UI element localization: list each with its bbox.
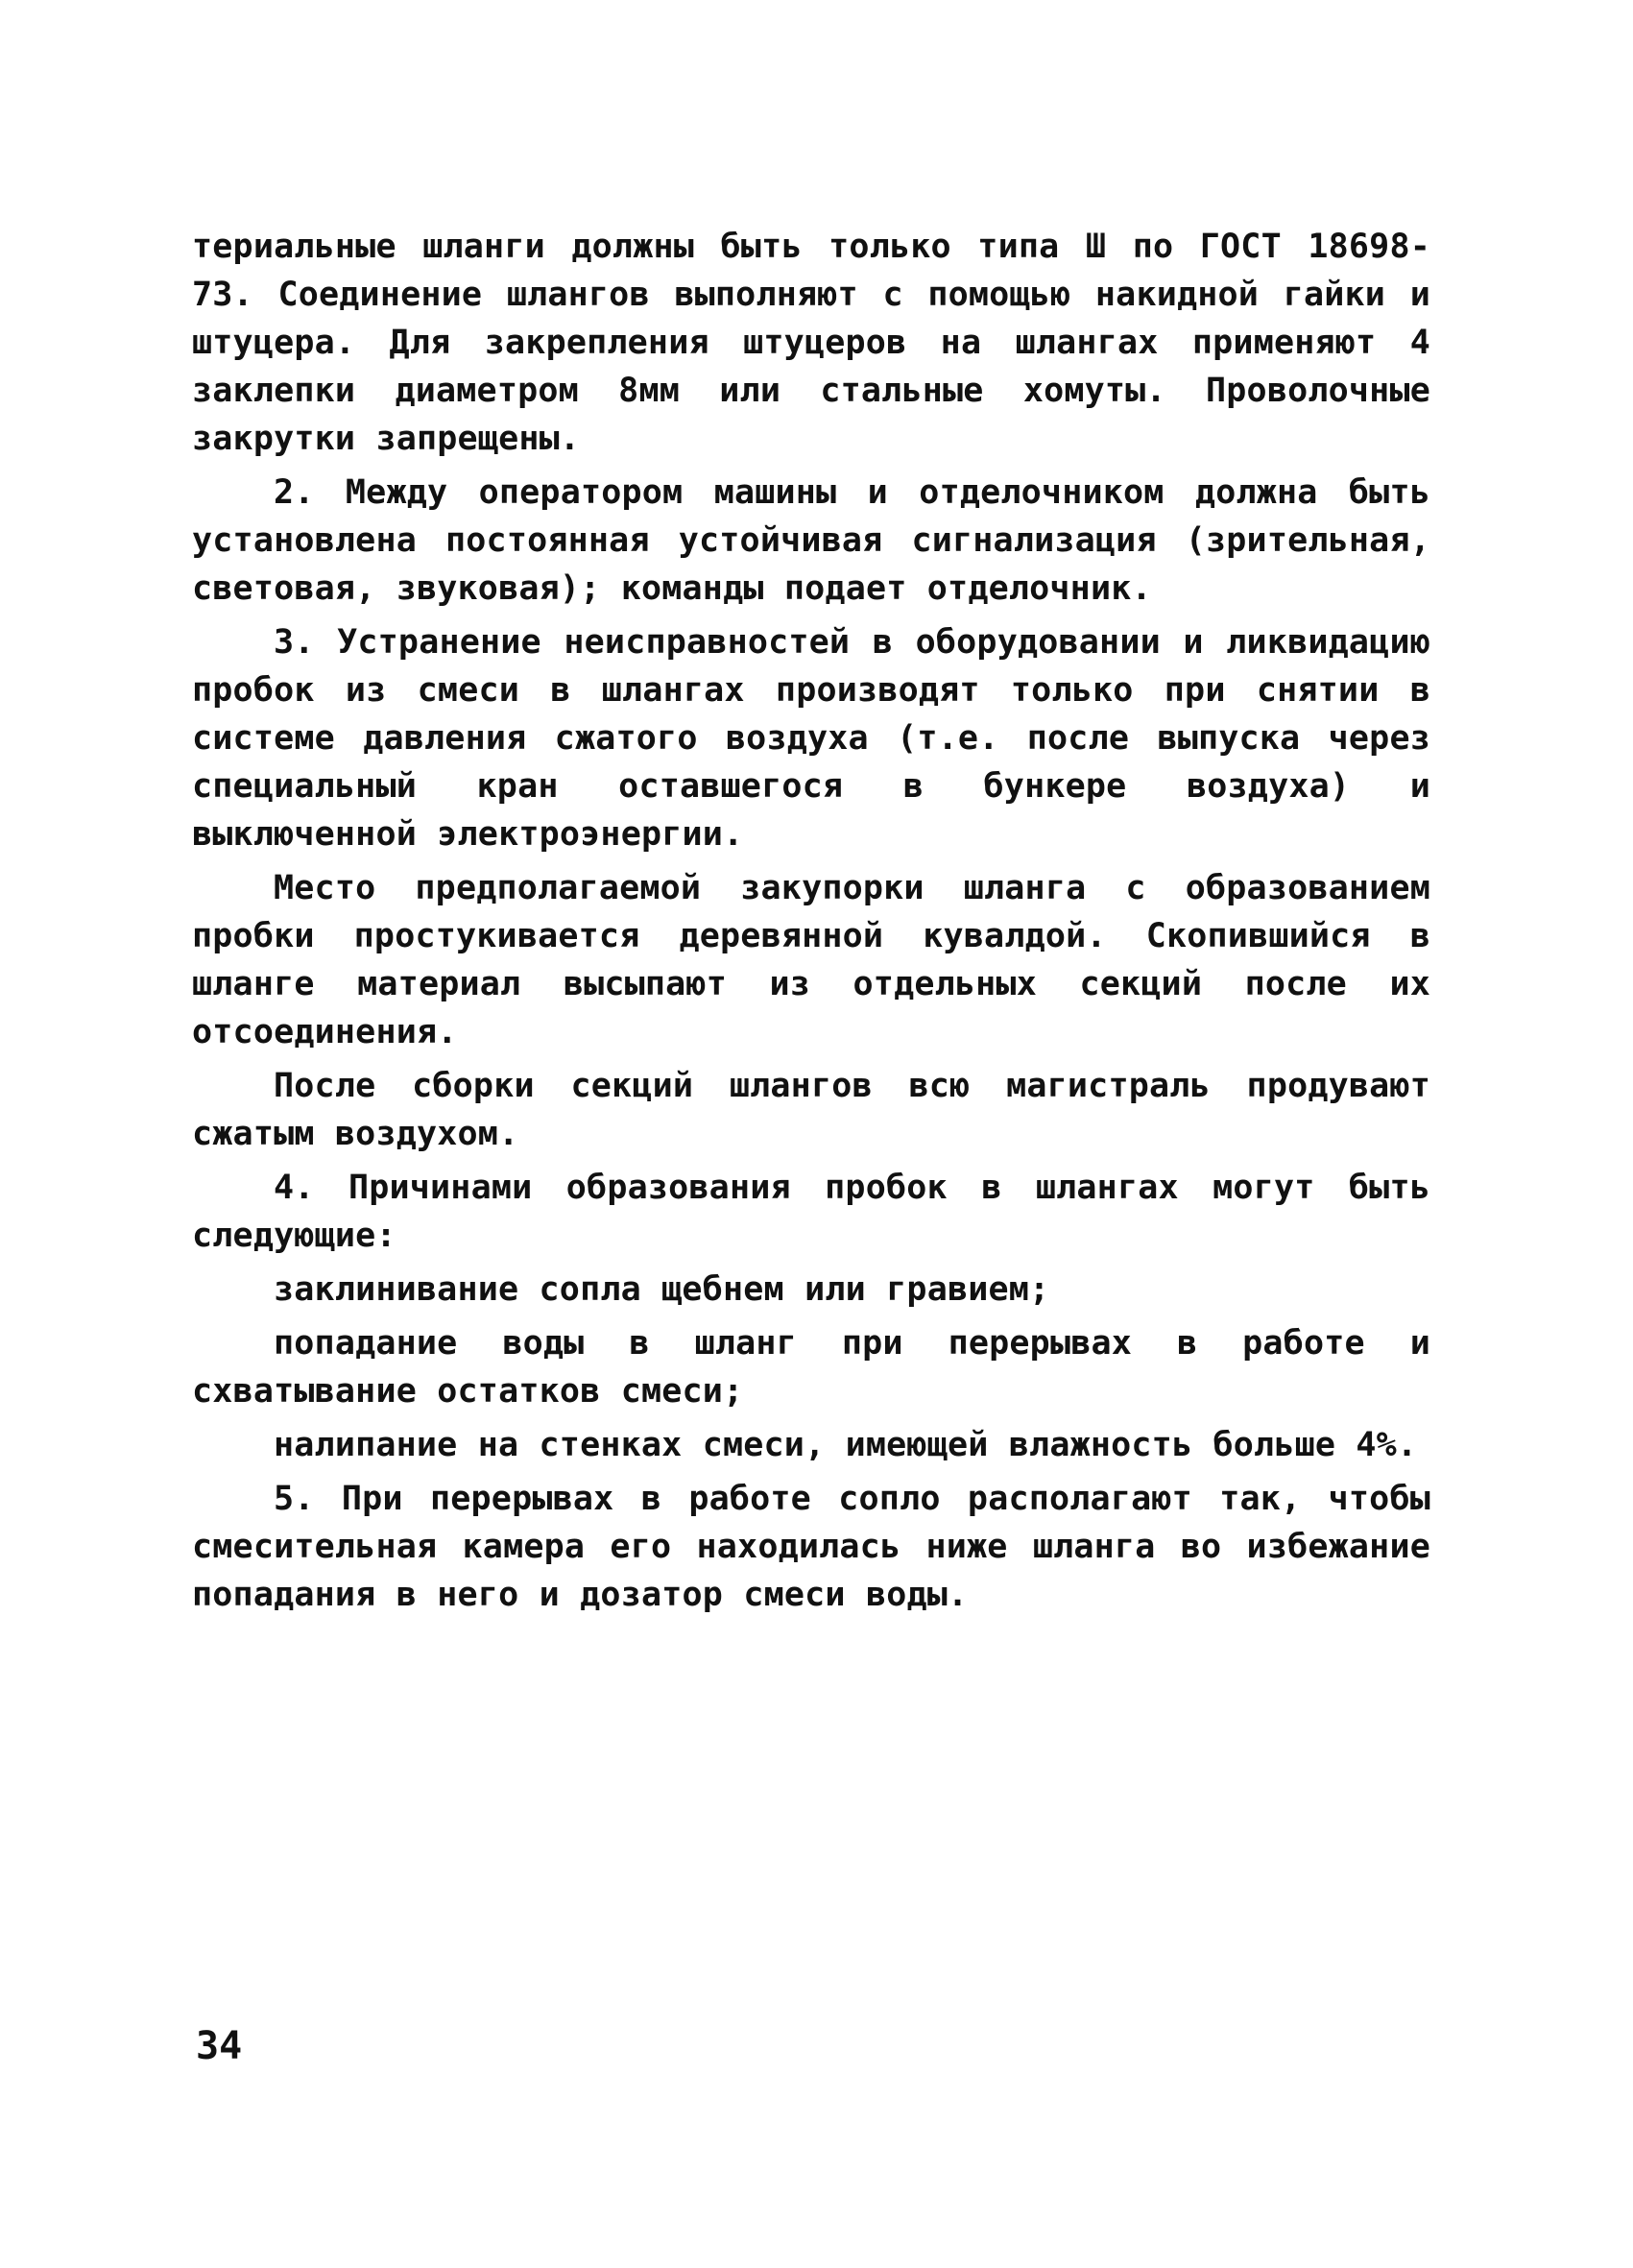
list-item-cause-nozzle: заклинивание сопла щебнем или гравием;	[274, 1270, 1050, 1309]
paragraph-item-3-troubleshooting: 3. Устранение неисправностей в оборудовании и ликвидацию пробок из смеси в шлангах производят только при снятии в системе давления сжатого воздуха (т.е. после выпуска через специальный кран оставшегося в бункере воздуха) и выключенной электроэнергии.	[192, 623, 1430, 854]
paragraph-item-2-signaling: 2. Между оператором машины и отделочником должна быть установлена постоянная устойчивая сигнализация (зрительная, световая, звуковая); команды подает отделочник.	[192, 473, 1430, 608]
paragraph-item-5-breaks: 5. При перерывах в работе сопло располагают так, чтобы смесительная камера его находилась ниже шланга во избежание попадания в него и дозатор смеси воды.	[192, 1480, 1430, 1614]
paragraph-purge-line: После сборки секций шлангов всю магистраль продувают сжатым воздухом.	[192, 1067, 1430, 1153]
list-item-cause-water: попадание воды в шланг при перерывах в работе и схватывание остатков смеси;	[192, 1324, 1430, 1411]
page-number: 34	[196, 2024, 243, 2068]
paragraph-blockage-location: Место предполагаемой закупорки шланга с образованием пробки простукивается деревянной кувалдой. Скопившийся в шланге материал высыпают из отдельных секций после их отсоединения.	[192, 869, 1430, 1051]
body-text	[192, 223, 1430, 1625]
paragraph-hose-requirements: териальные шланги должны быть только типа Ш по ГОСТ 18698-73. Соединение шлангов выполняют с помощью накидной гайки и штуцера. Для закрепления штуцеров на шлангах применяют 4 заклепки диаметром 8мм или стальные хомуты. Проволочные закрутки запрещены.	[192, 228, 1430, 458]
paragraph-item-4-causes: 4. Причинами образования пробок в шлангах могут быть следующие:	[192, 1169, 1430, 1255]
list-item-cause-moisture: налипание на стенках смеси, имеющей влажность больше 4%.	[274, 1426, 1418, 1464]
